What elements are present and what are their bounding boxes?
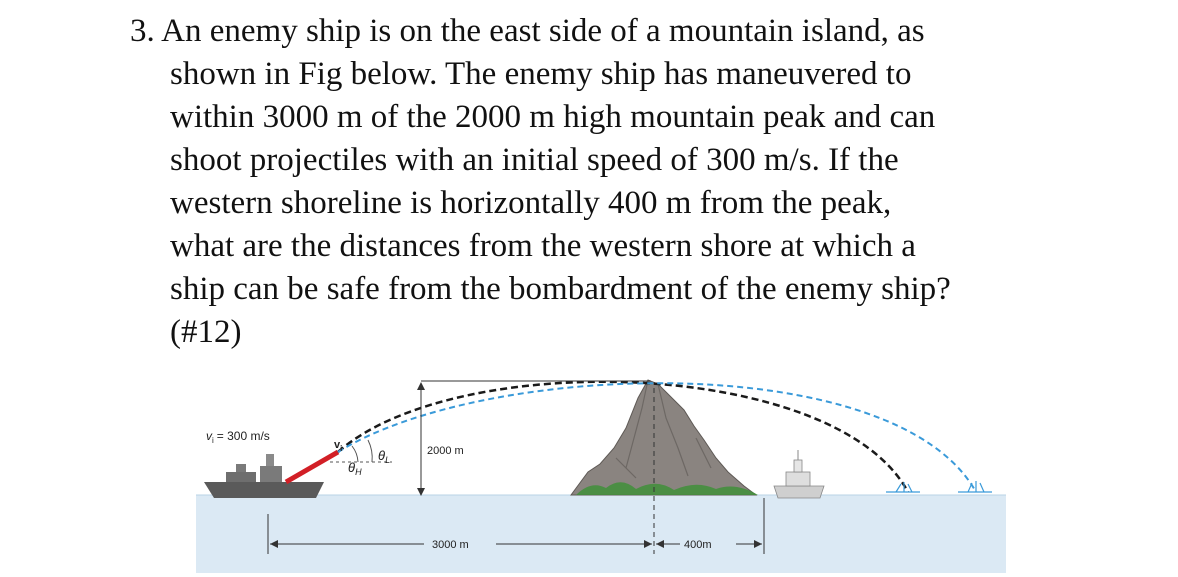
problem-line-6: what are the distances from the western shore at which a — [170, 228, 916, 264]
problem-line-5: western shoreline is horizontally 400 m from the peak, — [170, 185, 892, 221]
initial-speed-label: $v_i = 300$ m/s — [206, 429, 270, 445]
problem-line-3: within 3000 m of the 2000 m high mountain peak and can — [170, 99, 936, 135]
enemy-ship — [204, 454, 324, 498]
target-ship — [774, 450, 824, 498]
height-label: 2000 m — [427, 445, 464, 457]
theta-h-label: $\theta_H$ — [348, 460, 362, 477]
problem-line-1: 3. An enemy ship is on the east side of a mountain island, as — [130, 13, 925, 49]
problem-statement — [130, 10, 1130, 354]
water — [196, 495, 1006, 573]
problem-line-4: shoot projectiles with an initial speed of 300 m/s. If the — [170, 142, 899, 178]
problem-line-2: shown in Fig below. The enemy ship has maneuvered to — [170, 56, 912, 92]
velocity-vector-label: $v_i$ — [334, 439, 343, 453]
theta-l-arc — [368, 440, 372, 462]
distance-label: 3000 m — [432, 539, 469, 551]
splash-far — [958, 481, 992, 492]
theta-l-label: $\theta_L$ — [378, 448, 391, 465]
shore-distance-label: 400m — [684, 539, 712, 551]
cannon-barrel — [286, 452, 338, 482]
mountain-island — [571, 380, 756, 495]
problem-line-8: (#12) — [170, 314, 242, 350]
problem-line-7: ship can be safe from the bombardment of the enemy ship? — [170, 271, 951, 307]
projectile-figure — [196, 368, 1006, 573]
